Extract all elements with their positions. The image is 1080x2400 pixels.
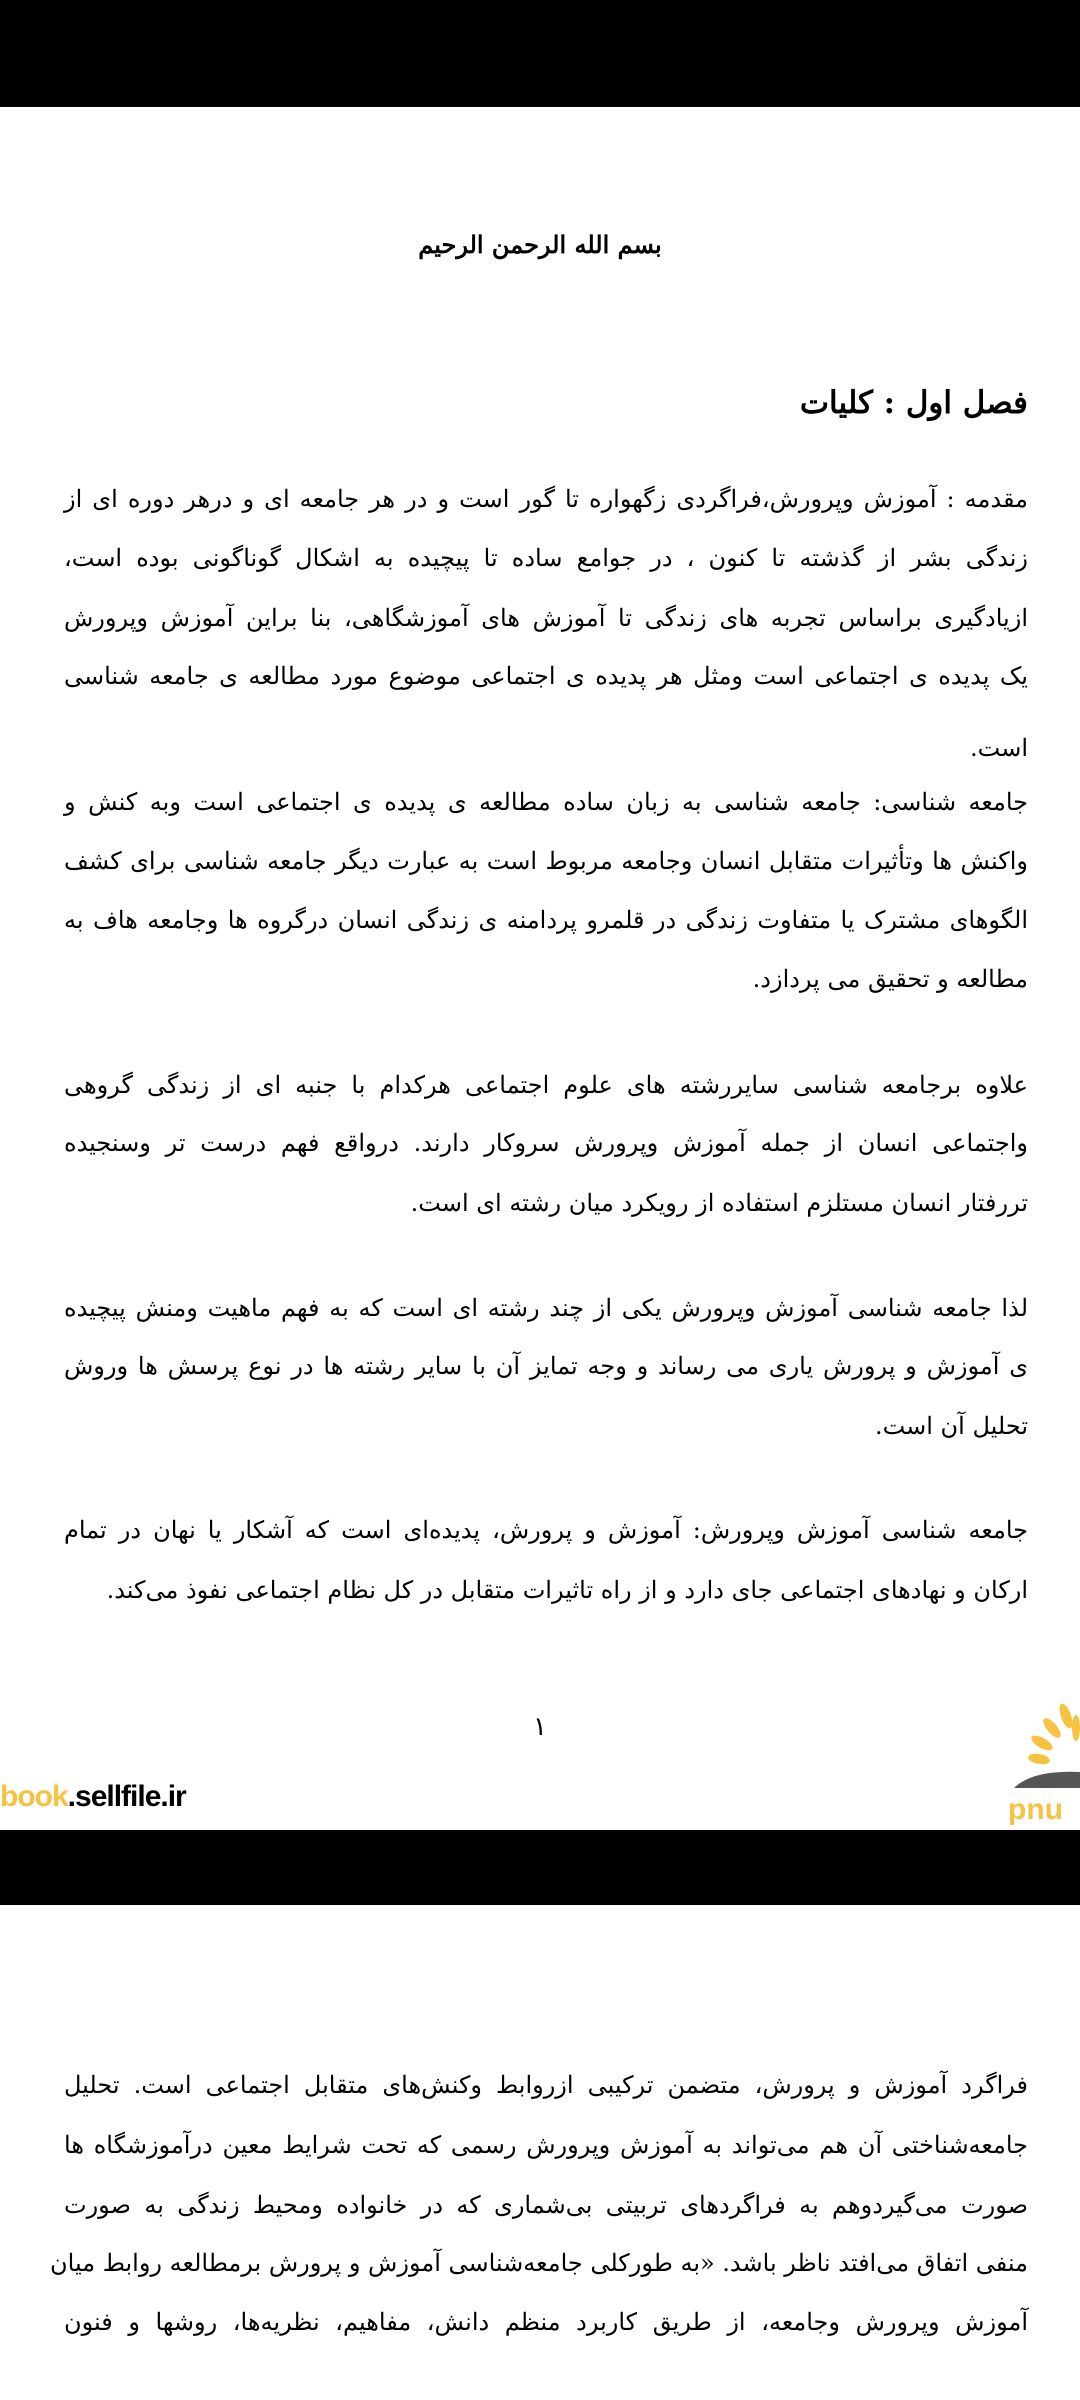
text-line: است. <box>970 734 1028 762</box>
text-line: صورت می‌گیردوهم به فراگردهای تربیتی بی‌شماری که در خانواده ومحیط زندگی به صورت <box>64 2191 1028 2219</box>
site-highlight: book <box>0 1780 68 1813</box>
text-line: مقدمه : آموزش وپرورش،فراگردی زگهواره تا گور است و در هر جامعه ای و درهر دوره ای از <box>64 485 1028 513</box>
footer-site-link[interactable] <box>0 1780 186 1814</box>
top-black-bar <box>0 0 1080 107</box>
page-number: ۱ <box>533 1712 547 1742</box>
site-domain: .sellfile.ir <box>67 1780 186 1813</box>
text-line: لذا جامعه شناسی آموزش وپرورش یکی از چند رشته ای است که به فهم ماهیت ومنش پیچیده <box>64 1294 1028 1322</box>
text-line: یک پدیده ی اجتماعی است ومثل هر پدیده ی اجتماعی موضوع مورد مطالعه ی جامعه شناسی <box>64 662 1028 690</box>
text-line: فراگرد آموزش و پرورش، متضمن ترکیبی ازروابط وکنش‌های متقابل اجتماعی است. تحلیل <box>64 2071 1029 2099</box>
text-line: واجتماعی انسان از جمله آموزش وپرورش سروکار دارند. درواقع فهم درست تر وسنجیده <box>64 1129 1028 1157</box>
page-separator-bar <box>0 1830 1080 1905</box>
text-line: زندگی بشر از گذشته تا کنون ، در جوامع ساده تا پیچیده به اشکال گوناگونی بوده است، <box>64 544 1028 572</box>
text-line: الگوهای مشترک یا متفاوت زندگی در قلمرو پردامنه ی زندگی انسان درگروه ها وجامعه هاف به <box>64 906 1028 934</box>
text-line: واکنش ها وتأثیرات متقابل انسان وجامعه مربوط است به عبارت دیگر جامعه شناسی برای کشف <box>64 847 1028 875</box>
text-line: تحلیل آن است. <box>874 1412 1028 1440</box>
text-line: تررفتار انسان مستلزم استفاده از رویکرد میان رشته ای است. <box>410 1189 1028 1217</box>
text-line: جامعه شناسی آموزش وپرورش: آموزش و پرورش، پدیده‌ای است که آشکار یا نهان در تمام <box>64 1516 1028 1544</box>
text-line: مطالعه و تحقیق می پردازد. <box>752 965 1028 993</box>
text-line: ی آموزش و پرورش یاری می رساند و وجه تمایز آن با سایر رشته ها در نوع پرسش ها وروش <box>64 1352 1028 1380</box>
text-line: جامعه‌شناختی آن هم می‌تواند به آموزش وپرورش رسمی که تحت شرایط معین درآموزشگاه ها <box>64 2131 1029 2159</box>
text-line: علاوه برجامعه شناسی سایررشته های علوم اجتماعی هرکدام با جنبه ای از زندگی گروهی <box>64 1071 1028 1099</box>
pnu-logo-icon <box>1010 1700 1080 1792</box>
text-line: جامعه شناسی: جامعه شناسی به زبان ساده مطالعه ی پدیده ی اجتماعی است وبه کنش و <box>64 788 1028 816</box>
text-line: منفی اتفاق می‌افتد ناظر باشد. «به طورکلی جامعه‌شناسی آموزش و پرورش برمطالعه روابط میان <box>50 2249 1028 2277</box>
bismillah-heading: بسم الله الرحمن الرحیم <box>418 230 662 259</box>
chapter-title: فصل اول : کلیات <box>799 385 1028 421</box>
text-line: ازیادگیری براساس تجربه های زندگی تا آموزش های آموزشگاهی، بنا براین آموزش وپرورش <box>64 604 1028 632</box>
text-line: آموزش وپرورش وجامعه، از طریق کاربرد منظم دانش، مفاهیم، نظریه‌ها، روشها و فنون <box>64 2308 1028 2336</box>
text-line: ارکان و نهادهای اجتماعی جای دارد و از راه تاثیرات متقابل در کل نظام اجتماعی نفوذ می‌کند. <box>106 1576 1028 1604</box>
pnu-logo-text: pnu <box>1008 1793 1063 1826</box>
